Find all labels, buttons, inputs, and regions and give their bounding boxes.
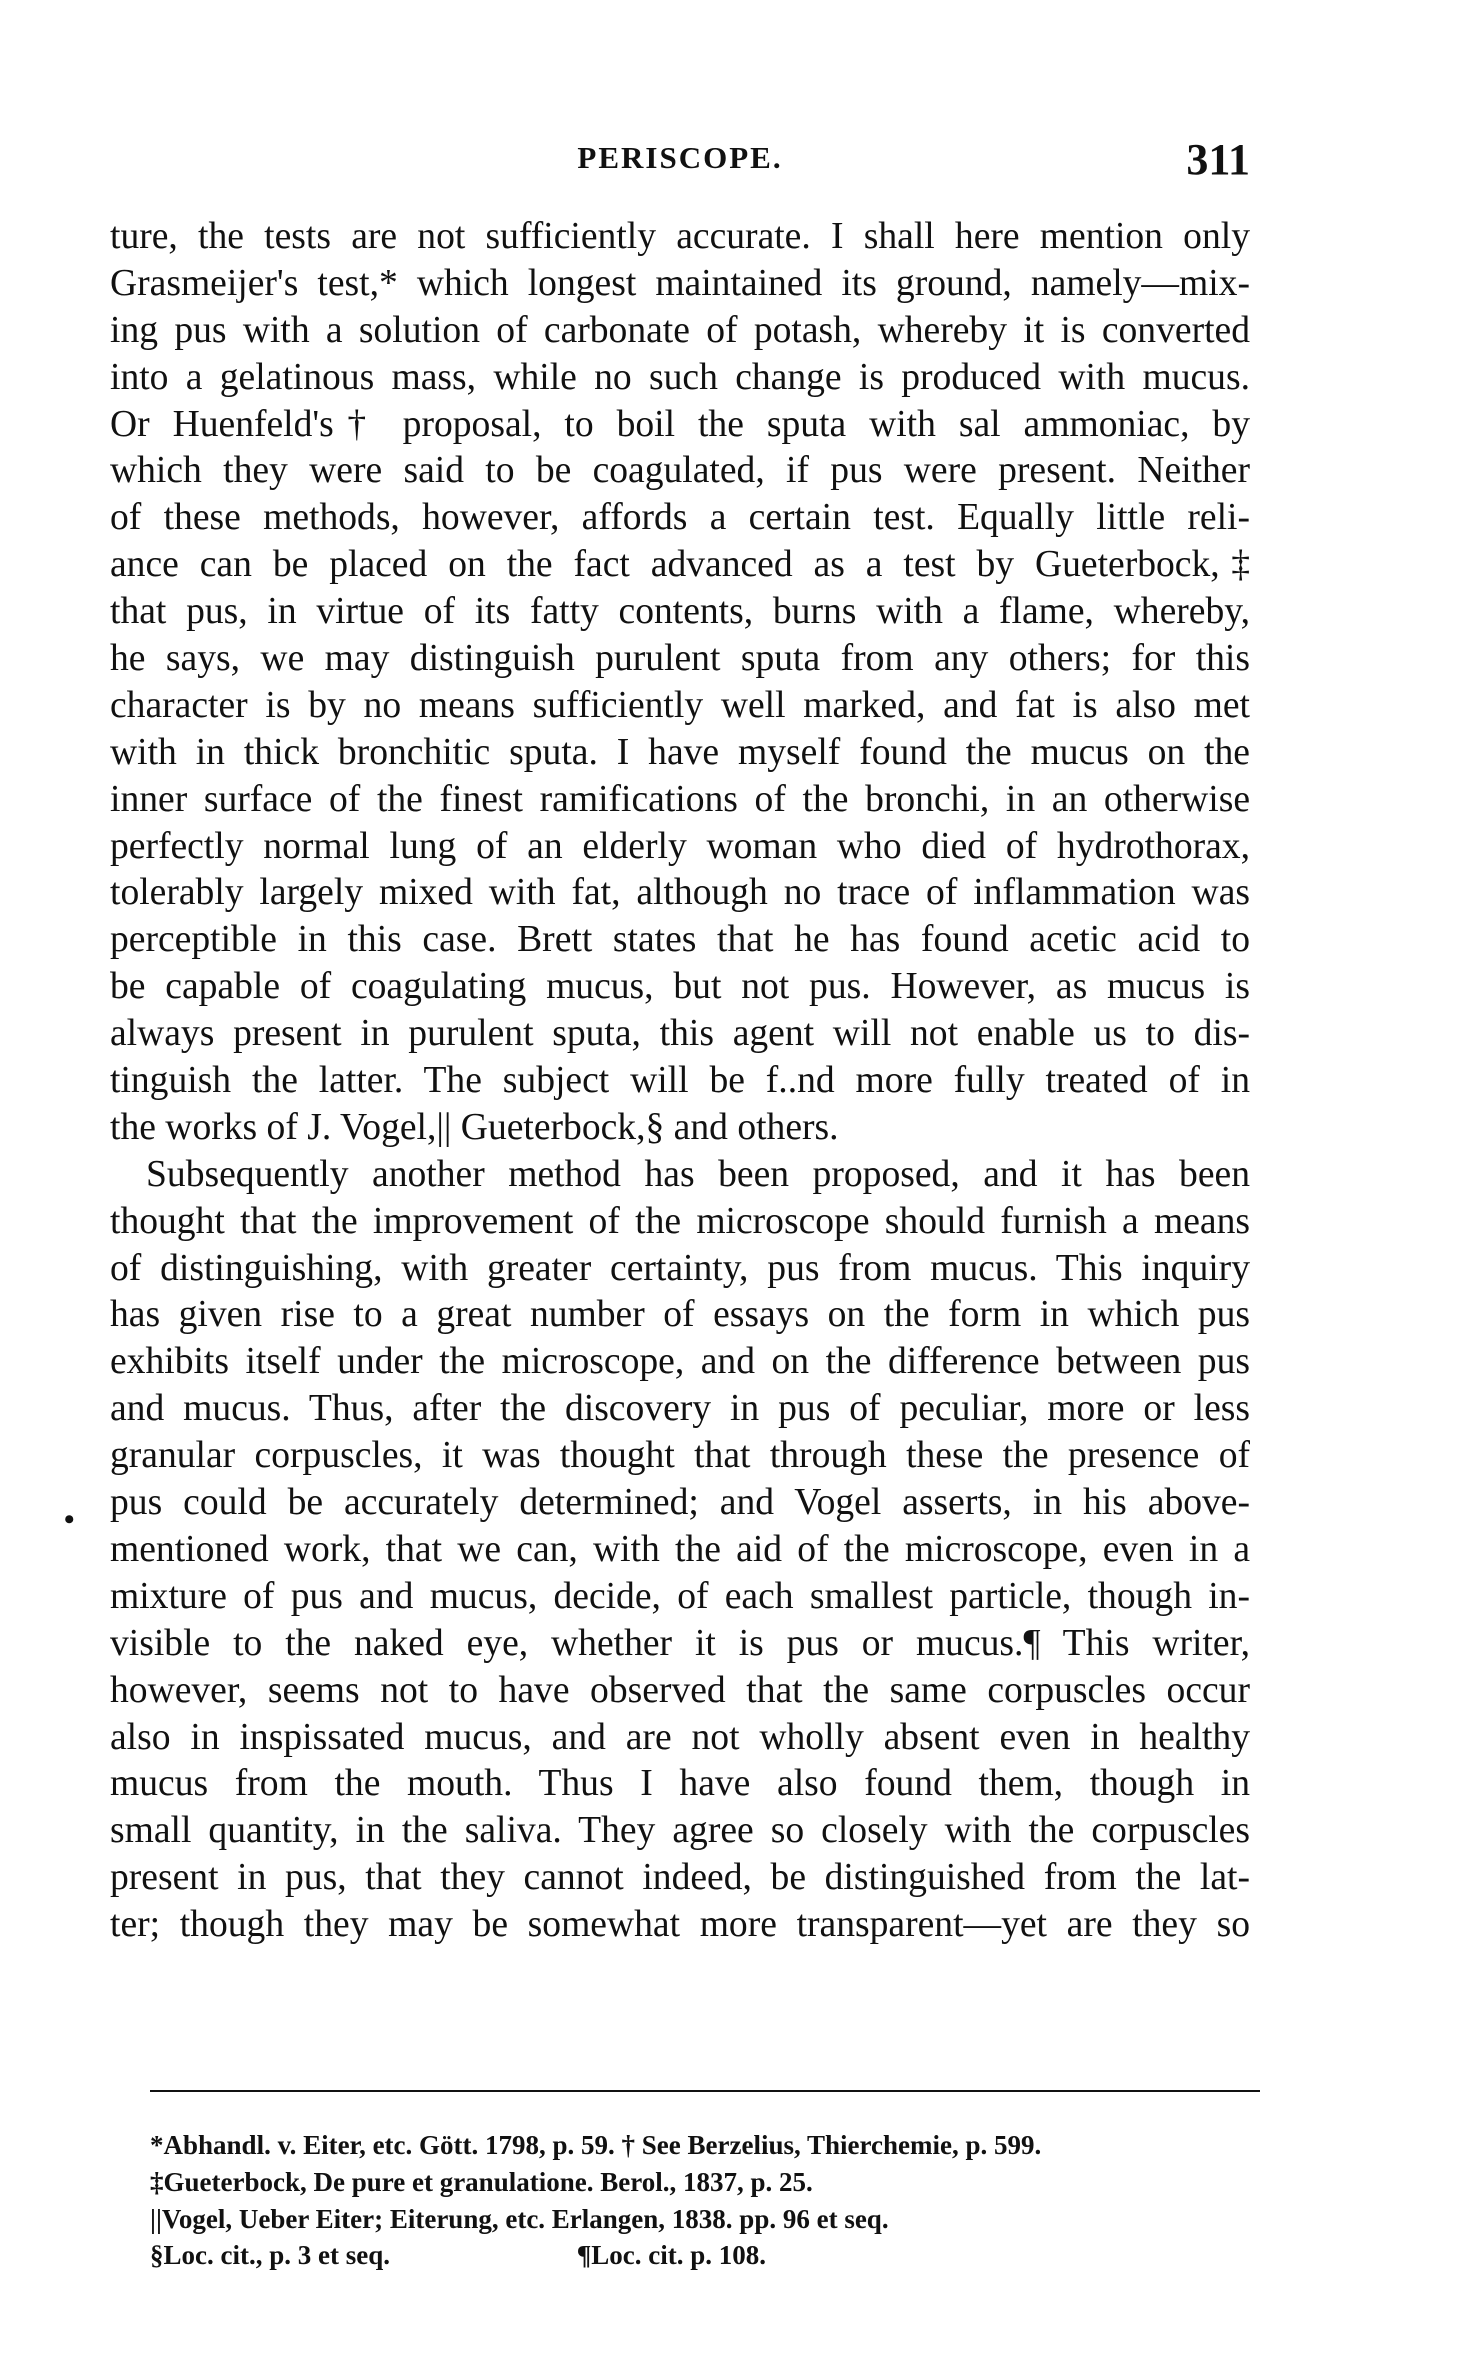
text-line: ance can be placed on the fact advanced as a test by Gueterbock,‡ — [110, 544, 1250, 586]
text-line: pus could be accurately determined; and Vogel asserts, in his above- — [110, 1482, 1250, 1524]
text-line: he says, we may distinguish purulent sputa from any others; for this — [110, 638, 1250, 680]
text-line: always present in purulent sputa, this agent will not enable us to dis- — [110, 1013, 1250, 1055]
text-line: also in inspissated mucus, and are not wholly absent even in healthy — [110, 1716, 1250, 1758]
text-line: Or Huenfeld's† proposal, to boil the sputa with sal ammoniac, by — [110, 403, 1250, 445]
footnote-gueterbock: ‡Gueterbock, De pure et granulatione. Berol., 1837, p. 25. — [150, 2166, 813, 2197]
text-line: and mucus. Thus, after the discovery in pus of peculiar, more or less — [110, 1388, 1250, 1430]
text-line: ing pus with a solution of carbonate of potash, whereby it is converted — [110, 309, 1250, 351]
text-line: has given rise to a great number of essays on the form in which pus — [110, 1294, 1250, 1336]
text-line: mixture of pus and mucus, decide, of each smallest particle, though in- — [110, 1575, 1250, 1617]
footnote-line — [150, 2237, 1260, 2274]
footnote-rule — [150, 2090, 1260, 2092]
text-line: the works of J. Vogel,|| Gueterbock,§ and others. — [110, 1106, 839, 1148]
text-line: character is by no means sufficiently well marked, and fat is also met — [110, 684, 1250, 726]
text-line: of these methods, however, affords a certain test. Equally little reli- — [110, 497, 1250, 539]
text-line: however, seems not to have observed that the same corpuscles occur — [110, 1669, 1250, 1711]
text-line: that pus, in virtue of its fatty contents, burns with a flame, whereby, — [110, 591, 1250, 633]
text-line: Subsequently another method has been proposed, and it has been — [146, 1153, 1250, 1195]
text-line: present in pus, that they cannot indeed, be distinguished from the lat- — [110, 1857, 1250, 1899]
text-line: ture, the tests are not sufficiently accurate. I shall here mention only — [110, 216, 1250, 257]
footnote-vogel: ||Vogel, Ueber Eiter; Eiterung, etc. Erlangen, 1838. pp. 96 et seq. — [150, 2203, 889, 2234]
text-line: tolerably largely mixed with fat, although no trace of inflammation was — [110, 872, 1250, 914]
text-line: granular corpuscles, it was thought that through these the presence of — [110, 1435, 1250, 1477]
body-text — [110, 214, 1250, 1949]
footnote-loc-cit-1: §Loc. cit., p. 3 et seq. — [150, 2240, 390, 2271]
text-line: small quantity, in the saliva. They agree so closely with the corpuscles — [110, 1810, 1250, 1852]
text-line: thought that the improvement of the microscope should furnish a means — [110, 1200, 1250, 1242]
page-header — [110, 135, 1250, 200]
footnote-berzelius: † See Berzelius, Thierchemie, p. 599. — [621, 2130, 1042, 2160]
text-line: with in thick bronchitic sputa. I have myself found the mucus on the — [110, 731, 1250, 773]
text-line: be capable of coagulating mucus, but not pus. However, as mucus is — [110, 966, 1250, 1008]
text-line: mucus from the mouth. Thus I have also found them, though in — [110, 1763, 1250, 1805]
text-line: ter; though they may be somewhat more transparent—yet are they so — [110, 1904, 1250, 1946]
page-number: 311 — [1186, 135, 1250, 184]
text-line: which they were said to be coagulated, if pus were present. Neither — [110, 450, 1250, 492]
footnotes — [150, 2127, 1260, 2274]
text-line: perceptible in this case. Brett states that he has found acetic acid to — [110, 919, 1250, 961]
text-line: exhibits itself under the microscope, and on the difference between pus — [110, 1341, 1250, 1383]
text-line: perfectly normal lung of an elderly woman who died of hydrothorax, — [110, 825, 1250, 867]
margin-mark: • — [64, 1503, 75, 1536]
text-line: tinguish the latter. The subject will be f..nd more fully treated of in — [110, 1060, 1250, 1102]
footnote-abhandl: *Abhandl. v. Eiter, etc. Gött. 1798, p. 59. — [150, 2130, 615, 2160]
text-line: visible to the naked eye, whether it is pus or mucus.¶ This writer, — [110, 1622, 1250, 1664]
text-line: inner surface of the finest ramifications of the bronchi, in an otherwise — [110, 778, 1250, 820]
footnote-line — [150, 2127, 1260, 2164]
text-line: into a gelatinous mass, while no such change is produced with mucus. — [110, 356, 1250, 398]
footnote-loc-cit-2: ¶Loc. cit. p. 108. — [576, 2240, 767, 2271]
text-line: mentioned work, that we can, with the aid of the microscope, even in a — [110, 1528, 1250, 1570]
text-line: Grasmeijer's test,* which longest maintained its ground, namely—mix- — [110, 262, 1250, 304]
running-head: PERISCOPE. — [577, 140, 783, 175]
text-line: of distinguishing, with greater certainty, pus from mucus. This inquiry — [110, 1247, 1250, 1289]
